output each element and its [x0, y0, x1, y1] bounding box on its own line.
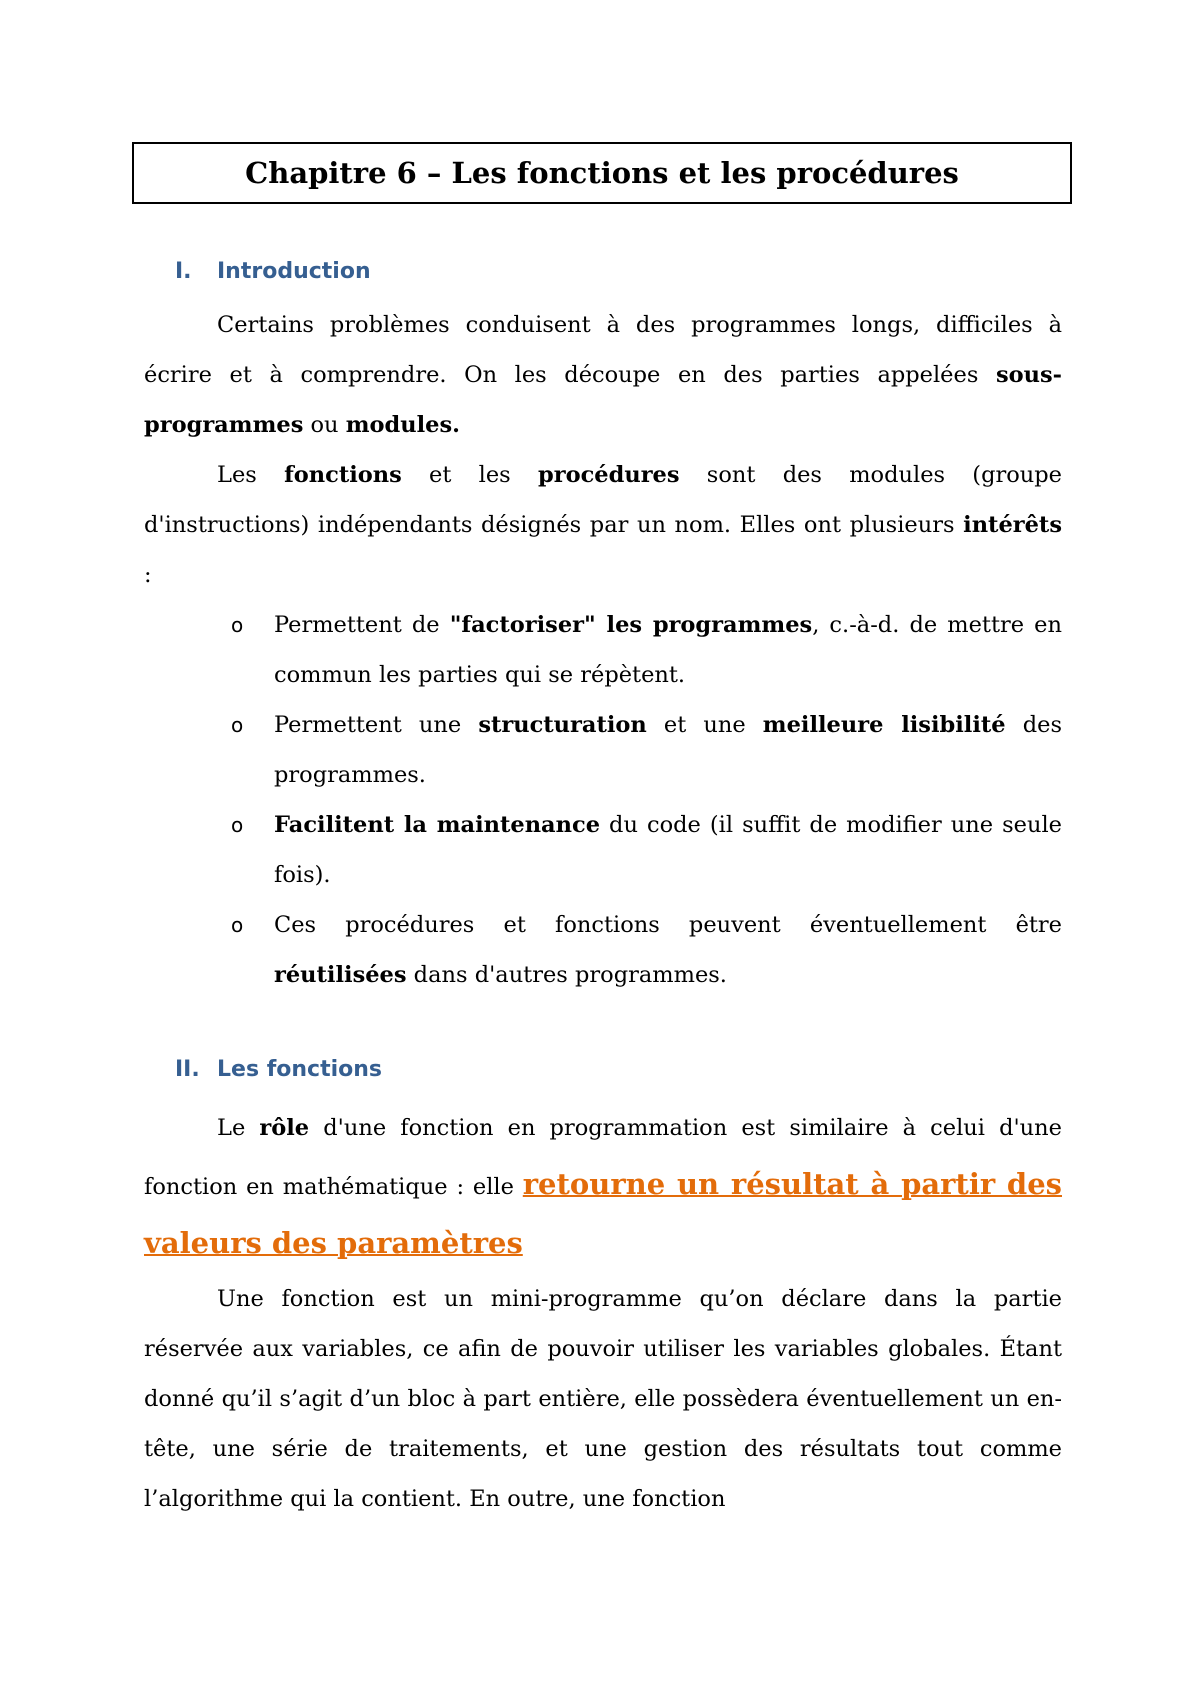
text-run: du code (il suffit de modifier une seule fois). — [274, 812, 1062, 888]
list-item — [144, 900, 1062, 1000]
bullet-circle-icon: o — [231, 713, 244, 737]
list-item — [144, 800, 1062, 900]
bold-term: structuration — [478, 712, 647, 738]
section-title: Les fonctions — [217, 1057, 383, 1082]
introduction-body — [144, 300, 1062, 1000]
paragraph — [144, 1100, 1062, 1274]
benefits-list — [144, 600, 1062, 1000]
text-run: : — [144, 562, 152, 588]
text-run: Ces procédures et fonctions peuvent éventuellement être — [274, 912, 1062, 938]
text-run: d'une fonction en programmation est similaire à celui d'une fonction en mathématique : elle — [144, 1115, 1062, 1200]
text-run: ou — [303, 412, 346, 438]
bold-term: réutilisées — [274, 962, 407, 988]
list-item — [144, 700, 1062, 800]
highlighted-definition: retourne un résultat à partir des valeurs des paramètres — [144, 1167, 1062, 1260]
paragraph — [144, 450, 1062, 600]
text-run: des programmes. — [274, 712, 1062, 788]
bold-term: intérêts — [963, 512, 1062, 538]
section-heading-fonctions — [175, 1057, 382, 1082]
paragraph — [144, 300, 1062, 450]
bullet-circle-icon: o — [231, 913, 244, 937]
bold-term: procédures — [538, 462, 680, 488]
text-run: Les — [217, 462, 285, 488]
list-item — [144, 600, 1062, 700]
bullet-circle-icon: o — [231, 813, 244, 837]
bold-term: meilleure lisibilité — [762, 712, 1006, 738]
text-run: sont des modules (groupe d'instructions) indépendants désignés par un nom. Elles ont plusieurs — [144, 462, 1063, 538]
text-run: et les — [401, 462, 538, 488]
text-run: et une — [646, 712, 763, 738]
section-heading-introduction — [175, 259, 371, 284]
bold-term: sous-programmes — [144, 362, 1062, 438]
text-run: dans d'autres programmes. — [406, 962, 727, 988]
text-run: Le — [217, 1115, 260, 1141]
bold-term: "factoriser" les programmes — [449, 612, 813, 638]
text-run: Certains problèmes conduisent à des programmes longs, difficiles à écrire et à comprendre. On les découpe en des parties appelées — [144, 312, 1062, 388]
fonctions-body — [144, 1100, 1062, 1524]
bold-term: Facilitent la maintenance — [274, 812, 601, 838]
chapter-title: Chapitre 6 – Les fonctions et les procédures — [245, 156, 959, 190]
bold-term: fonctions — [284, 462, 402, 488]
bold-term: rôle — [259, 1115, 310, 1141]
section-number: I. — [175, 259, 192, 284]
text-run: , c.-à-d. de mettre en commun les parties qui se répètent. — [274, 612, 1062, 688]
bold-term: modules. — [345, 412, 460, 438]
text-run: Permettent de — [274, 612, 450, 638]
section-number: II. — [175, 1057, 200, 1082]
chapter-title-box — [132, 142, 1072, 204]
section-title: Introduction — [217, 259, 371, 284]
text-run: Permettent une — [274, 712, 479, 738]
bullet-circle-icon: o — [231, 613, 244, 637]
paragraph: Une fonction est un mini-programme qu’on déclare dans la partie réservée aux variables, ce afin de pouvoir utiliser les variables globales. Étant donné qu’il s’agit d’un bloc à part entière, elle possèdera éventuellement un en-tête, une série de traitements, et une gestion des résultats tout comme l’algorithme qui la contient. En outre, une fonction — [144, 1286, 1062, 1512]
